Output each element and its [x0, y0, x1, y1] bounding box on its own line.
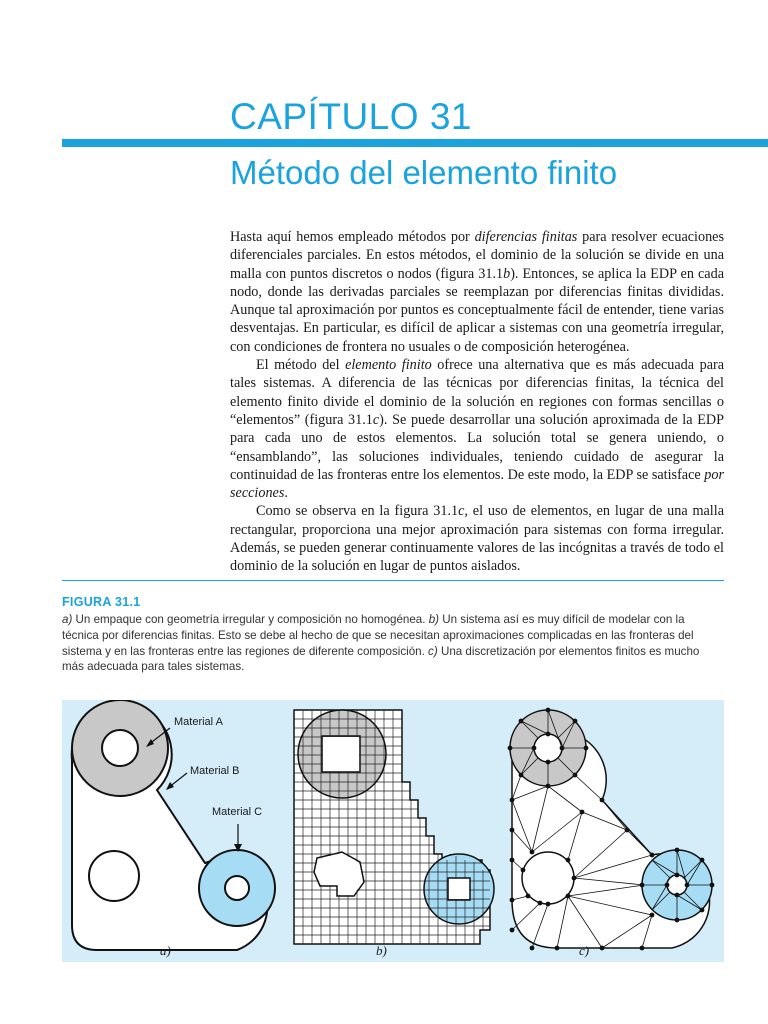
emphasis: diferencias finitas	[474, 229, 578, 245]
chapter-title: Método del elemento finito	[230, 154, 618, 191]
paragraph-2	[230, 356, 724, 502]
figure-rule	[62, 580, 724, 581]
text-run: Hasta aquí hemos empleado métodos por	[230, 229, 475, 245]
hole-lower-left	[89, 851, 139, 901]
paragraph-1	[230, 228, 724, 356]
figure-caption	[62, 612, 724, 675]
panel-b	[294, 710, 494, 944]
caption-mark: b)	[428, 613, 440, 626]
emphasis: b	[503, 265, 511, 282]
emphasis: por secciones	[230, 466, 724, 502]
arrowhead	[166, 782, 174, 790]
text-run: para resolver ecuaciones diferenciales parciales. En estos métodos, el dominio de la solución se divide en una malla con puntos discretos o nodos (figura 31.1	[230, 229, 724, 282]
label-material-a: Material A	[174, 716, 223, 728]
material-a-hole-mask	[323, 737, 359, 771]
sublabel-a: a)	[160, 943, 171, 958]
text-run: .	[284, 485, 288, 502]
caption-text: Una discretización por elementos finitos es mucho más adecuada para tales sistemas.	[62, 644, 700, 674]
caption-text: Un sistema así es muy difícil de modelar con la técnica por diferencias finitas. Esto se debe al hecho de que se necesitan aproximaciones complicadas en las fronteras del sistema y en las fronteras entre las regiones de diferente composición.	[62, 613, 694, 658]
text-run: ofrece una alternativa que es más adecuada para tales sistemas. A diferencia de las técnicas por diferencias finitas, la técnica del elemento finito divide el dominio de la solución en regiones con formas sencillas o “elementos” (figura 31.1	[230, 357, 725, 428]
body-text	[230, 228, 724, 576]
text-run: Como se observa en la figura 31.1	[256, 503, 459, 520]
text-run: ). Se puede desarrollar una solución aproximada de la EDP para cada uno de estos elementos. La solución total se genera uniendo, o “ensamblando”, las soluciones individuales, teniendo cuidado de asegurar la continuidad de las fronteras entre los elementos. De este modo, la EDP se satisface	[230, 411, 725, 483]
chapter-rule	[62, 139, 768, 147]
sublabel-b: b)	[376, 943, 387, 958]
panel-c	[508, 708, 715, 951]
emphasis: c	[458, 503, 465, 520]
caption-mark: c)	[428, 644, 438, 658]
label-material-b: Material B	[190, 765, 240, 777]
label-material-c: Material C	[212, 806, 263, 818]
panel-a	[72, 700, 275, 950]
emphasis: c	[372, 411, 380, 428]
text-run: ). Entonces, se aplica la EDP en cada nodo, donde las derivadas parciales se reemplazan por diferencias finitas divididas. Aunque tal aproximación por puntos es conceptualmente fácil de entender, tiene varias desventajas. En particular, es difícil de aplicar a sistemas con una geometría irregular, con condiciones de frontera no usuales o de composición heterogénea.	[230, 265, 724, 355]
sublabel-c: c)	[579, 943, 590, 958]
text-run: El método del	[256, 357, 346, 374]
material-a-hole	[534, 734, 562, 762]
caption-text: Un empaque con geometría irregular y composición no homogénea.	[72, 613, 429, 626]
material-c-hole	[225, 876, 249, 900]
caption-mark: a)	[62, 613, 73, 626]
material-a-hole	[102, 730, 138, 766]
text-run: , el uso de elementos, en lugar de una malla rectangular, proporciona una mejor aproximación para sistemas con forma irregular. Además, se pueden generar continuamente valores de las incógnitas a través de todo el dominio de la solución en lugar de puntos aislados.	[230, 503, 724, 575]
figure-illustration	[62, 700, 724, 962]
figure-label: FIGURA 31.1	[62, 595, 141, 609]
figure-panel	[62, 700, 724, 962]
chapter-label: CAPÍTULO 31	[230, 96, 472, 137]
paragraph-3	[230, 502, 724, 575]
emphasis: elemento finito	[345, 357, 432, 374]
material-c-hole-mask	[449, 879, 469, 899]
